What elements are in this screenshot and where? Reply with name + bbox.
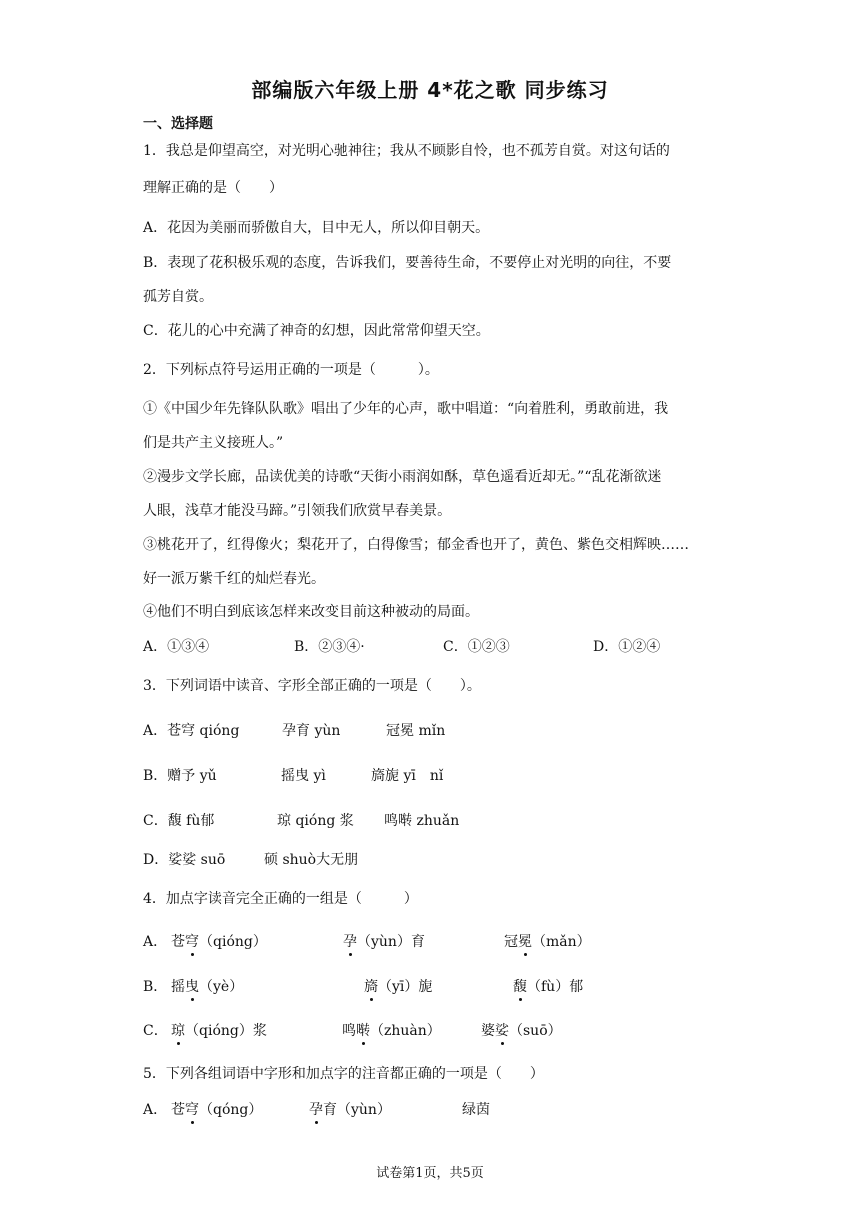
q3-a-word1: A．苍穹 qióng [143,723,240,739]
q3-d-word2: 硕 shuò大无朋 [264,852,359,868]
q2-option-a: A．①③④ [143,639,210,655]
emphasis-dot: 曳 [185,979,199,995]
q2-sentence3-line2: 好一派万紫千红的灿烂春光。 [143,571,325,587]
emphasis-dot: 穹 [185,934,199,950]
q5-a-word1: 苍穹（qóng） [171,1102,263,1118]
emphasis-dot: 馥 [513,979,527,995]
q4-c-prefix: C． [143,1023,168,1039]
q2-sentence1-line1: ①《中国少年先锋队队歌》唱出了少年的心声，歌中唱道：“向着胜利，勇敢前进，我 [143,401,669,417]
q4-c-word3: 婆娑（suō） [481,1023,562,1039]
q1-option-b-line2: 孤芳自赏。 [143,289,213,305]
q4-a-word2: 孕（yùn）育 [343,934,425,950]
q1-stem-line2: 理解正确的是（ ） [143,180,283,196]
q1-option-c: C．花儿的心中充满了神奇的幻想，因此常常仰望天空。 [143,323,490,339]
q2-sentence2-line2: 人眼，浅草才能没马蹄。”引领我们欣赏早春美景。 [143,503,452,519]
q2-stem: 2．下列标点符号运用正确的一项是（ ）。 [143,362,439,378]
q2-sentence3-line1: ③桃花开了，红得像火；梨花开了，白得像雪；郁金香也开了，黄色、紫色交相辉映…… [143,537,689,553]
page-footer: 试卷第1页，共5页 [376,1166,484,1181]
q4-stem: 4．加点字读音完全正确的一组是（ ） [143,891,418,907]
q3-stem: 3．下列词语中读音、字形全部正确的一项是（ ）。 [143,678,481,694]
q3-c-word3: 鸣啭 zhuǎn [384,813,460,829]
emphasis-dot: 琼 [171,1023,185,1039]
q2-sentence4: ④他们不明白到底该怎样来改变目前这种被动的局面。 [143,604,479,620]
section-heading: 一、选择题 [143,116,213,132]
emphasis-dot: 孕 [309,1102,323,1118]
q4-c-word1: 琼（qióng）浆 [171,1023,267,1039]
q2-sentence1-line2: 们是共产主义接班人。” [143,435,284,451]
q3-a-word3: 冠冕 mǐn [386,723,446,739]
q4-a-word1: 苍穹（qióng） [171,934,267,950]
q5-a-word3: 绿茵 [462,1102,490,1118]
q4-b-word3: 馥（fù）郁 [513,979,584,995]
q2-option-d: D．①②④ [593,639,661,655]
q3-d-word1: D．娑娑 suō [143,852,226,868]
q1-option-a: A．花因为美丽而骄傲自大，目中无人，所以仰目朝天。 [143,220,490,236]
q5-a-word2: 孕育（yùn） [309,1102,391,1118]
emphasis-dot: 孕 [343,934,357,950]
emphasis-dot: 旖 [364,979,378,995]
emphasis-dot: 冕 [518,934,532,950]
q5-a-prefix: A． [143,1102,168,1118]
q4-b-word1: 摇曳（yè） [171,979,244,995]
q3-a-word2: 孕育 yùn [282,723,341,739]
q3-c-word2: 琼 qióng 浆 [277,813,354,829]
page-title: 部编版六年级上册 4*花之歌 同步练习 [251,78,609,102]
emphasis-dot: 穹 [185,1102,199,1118]
q4-b-word2: 旖（yī）旎 [364,979,433,995]
q1-option-b-line1: B．表现了花积极乐观的态度，告诉我们，要善待生命，不要停止对光明的向往，不要 [143,255,672,271]
q4-c-word2: 鸣啭（zhuàn） [342,1023,441,1039]
q1-stem-line1: 1．我总是仰望高空，对光明心驰神往；我从不顾影自怜，也不孤芳自赏。对这句话的 [143,143,670,159]
q4-b-prefix: B． [143,979,168,995]
q3-b-word3: 旖旎 yī nǐ [371,768,444,784]
q3-b-word2: 摇曳 yì [281,768,326,784]
q3-c-word1: C．馥 fù郁 [143,813,215,829]
q3-b-word1: B．赠予 yǔ [143,768,217,784]
emphasis-dot: 娑 [495,1023,509,1039]
q4-a-prefix: A． [143,934,168,950]
q5-stem: 5．下列各组词语中字形和加点字的注音都正确的一项是（ ） [143,1066,544,1082]
q4-a-word3: 冠冕（mǎn） [504,934,591,950]
q2-option-c: C．①②③ [443,639,510,655]
q2-option-b: B．②③④· [294,639,365,655]
emphasis-dot: 啭 [356,1023,370,1039]
q2-sentence2-line1: ②漫步文学长廊，品读优美的诗歌“天街小雨润如酥，草色遥看近却无。”“乱花渐欲迷 [143,469,662,485]
